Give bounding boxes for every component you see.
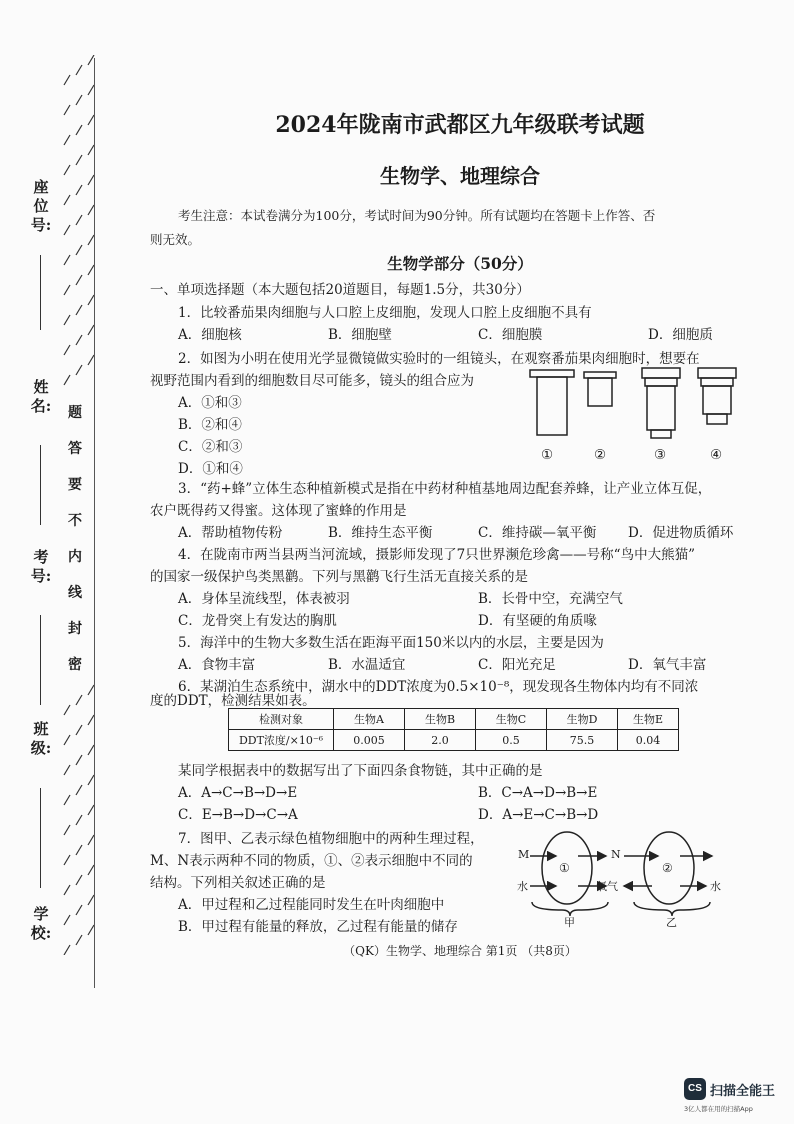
q6-stem-3: 某同学根据表中的数据写出了下面四条食物链，其中正确的是 [178,763,543,779]
seal-char: 不 [66,510,84,530]
exam-number-line [40,615,41,705]
school-label: 学校: [30,905,52,942]
q7-stem-1: 7．图甲、乙表示绿色植物细胞中的两种生理过程， [178,831,484,847]
table-header-cell: 生物D [547,709,618,730]
seal-char: 内 [66,546,84,566]
table-cell: DDT浓度/×10⁻⁶ [229,730,334,751]
table-row [229,730,679,751]
q2-stem-2: 视野范围内看到的细胞数目尽可能多，镜头的组合应为 [150,373,474,389]
name-label: 姓名: [30,378,52,415]
fig-label-jia: 甲 [564,916,575,929]
q4-option-c: C．龙骨突上有发达的胸肌 [178,613,337,629]
eyepiece-lens-2 [584,372,616,406]
seal-char: 封 [66,618,84,638]
exam-number-label: 考号: [30,548,52,585]
table-cell: 0.005 [334,730,405,751]
q5-option-c: C．阳光充足 [478,657,556,673]
notice-line-2: 则无效。 [150,232,201,247]
q3-option-c: C．维持碳—氧平衡 [478,525,597,541]
q6-option-c: C．E→B→D→C→A [178,807,298,823]
q2-stem-1: 2．如图为小明在使用光学显微镜做实验时的一组镜头，在观察番茄果肉细胞时，想要在 [178,351,700,367]
fig-label-m: M [518,848,530,861]
q1-option-a: A．细胞核 [178,327,242,343]
seal-char: 密 [66,654,84,674]
fig-label-water-out: 水 [710,880,721,893]
lens-label-2: ② [594,447,607,463]
notice-line-1: 考生注意：本试卷满分为100分，考试时间为90分钟。所有试题均在答题卡上作答、否 [178,208,656,223]
q2-option-c: C．②和③ [178,439,243,455]
q3-stem-2: 农户既得药又得蜜。这体现了蜜蜂的作用是 [150,503,407,519]
fig-label-oxygen: 氧气 [596,880,618,893]
class-line [40,788,41,888]
class-label: 班级: [30,720,52,757]
q7-stem-2: M、N表示两种不同的物质，①、②表示细胞中不同的 [150,853,473,869]
q4-option-d: D．有坚硬的角质喙 [478,613,597,629]
table-cell: 0.04 [618,730,679,751]
q6-option-a: A．A→C→B→D→E [178,785,298,801]
q4-option-a: A．身体呈流线型，体表被羽 [178,591,350,607]
table-header-row [229,709,679,730]
seal-char: 线 [66,582,84,602]
q6-option-b: B．C→A→D→B→E [478,785,598,801]
microscope-lenses-figure [520,364,770,444]
table-header-cell: 生物E [618,709,679,730]
fig-label-water-in: 水 [517,880,528,893]
q3-option-b: B．维持生态平衡 [328,525,433,541]
binding-rule [94,58,95,988]
q1-option-c: C．细胞膜 [478,327,543,343]
seat-line [40,255,41,330]
q3-option-d: D．促进物质循环 [628,525,734,541]
table-cell: 2.0 [405,730,476,751]
table-header-cell: 生物C [476,709,547,730]
q4-stem-1: 4．在陇南市两当县两当河流域，摄影师发现了7只世界濒危珍禽——号称“鸟中大熊猫” [178,547,695,563]
q3-option-a: A．帮助植物传粉 [178,525,283,541]
seal-char: 答 [66,438,84,458]
q1-option-d: D．细胞质 [648,327,713,343]
q2-option-b: B．②和④ [178,417,242,433]
table-cell: 0.5 [476,730,547,751]
name-line [40,445,41,525]
seal-char: 题 [66,402,84,422]
scanner-brand: 扫描全能王 [710,1084,776,1099]
q7-option-b: B．甲过程有能量的释放，乙过程有能量的储存 [178,919,458,935]
q6-stem-1: 6．某湖泊生态系统中，湖水中的DDT浓度为0.5×10⁻⁸，现发现各生物体内均有不同浓 [178,679,699,695]
fig-label-yi: 乙 [666,916,677,929]
q2-option-d: D．①和④ [178,461,243,477]
seal-char: 要 [66,474,84,494]
table-cell: 75.5 [547,730,618,751]
eyepiece-lens-1 [530,370,574,435]
fig-label-n: N [611,848,621,861]
fig-label-organelle-1: ① [559,861,570,875]
q5-stem: 5．海洋中的生物大多数生活在距海平面150米以内的水层，主要是因为 [178,635,604,651]
q5-option-b: B．水温适宜 [328,657,406,673]
page-footer: （QK）生物学、地理综合 第1页 （共8页） [343,944,577,958]
q5-option-d: D．氧气丰富 [628,657,707,673]
q2-option-a: A．①和③ [178,395,242,411]
lens-label-3: ③ [654,447,667,463]
q1-stem: 1．比较番茄果肉细胞与人口腔上皮细胞，发现人口腔上皮细胞不具有 [178,305,592,321]
scanner-logo: CS [684,1078,706,1100]
fig-label-organelle-2: ② [662,861,673,875]
q6-stem-2: 度的DDT，检测结果如表。 [150,693,316,709]
seat-label: 座位号: [30,178,52,234]
ddt-table [228,708,679,751]
q6-option-d: D．A→E→C→B→D [478,807,599,823]
lens-label-1: ① [541,447,554,463]
scanner-tagline: 3亿人都在用的扫描App [684,1105,753,1113]
table-header-cell: 检测对象 [229,709,334,730]
q1-option-b: B．细胞壁 [328,327,392,343]
q4-option-b: B．长骨中空，充满空气 [478,591,623,607]
part-heading: 一、单项选择题（本大题包括20道题目，每题1.5分，共30分） [150,282,530,298]
table-header-cell: 生物A [334,709,405,730]
q7-option-a: A．甲过程和乙过程能同时发生在叶肉细胞中 [178,897,445,913]
exam-title: 2024年陇南市武都区九年级联考试题 [275,112,645,138]
table-header-cell: 生物B [405,709,476,730]
section-heading: 生物学部分（50分） [387,254,533,273]
objective-lens-3 [642,368,680,438]
q5-option-a: A．食物丰富 [178,657,256,673]
q3-stem-1: 3．“药+蜂”立体生态种植新模式是指在中药材种植基地周边配套养蜂，让产业立体互促， [178,481,712,497]
objective-lens-4 [698,368,736,424]
lens-label-4: ④ [710,447,723,463]
exam-subtitle: 生物学、地理综合 [380,164,540,188]
seal-hatch [58,55,98,955]
cell-process-diagram [512,828,742,928]
q7-stem-3: 结构。下列相关叙述正确的是 [150,875,326,891]
q4-stem-2: 的国家一级保护鸟类黑鹳。下列与黑鹳飞行生活无直接关系的是 [150,569,528,585]
